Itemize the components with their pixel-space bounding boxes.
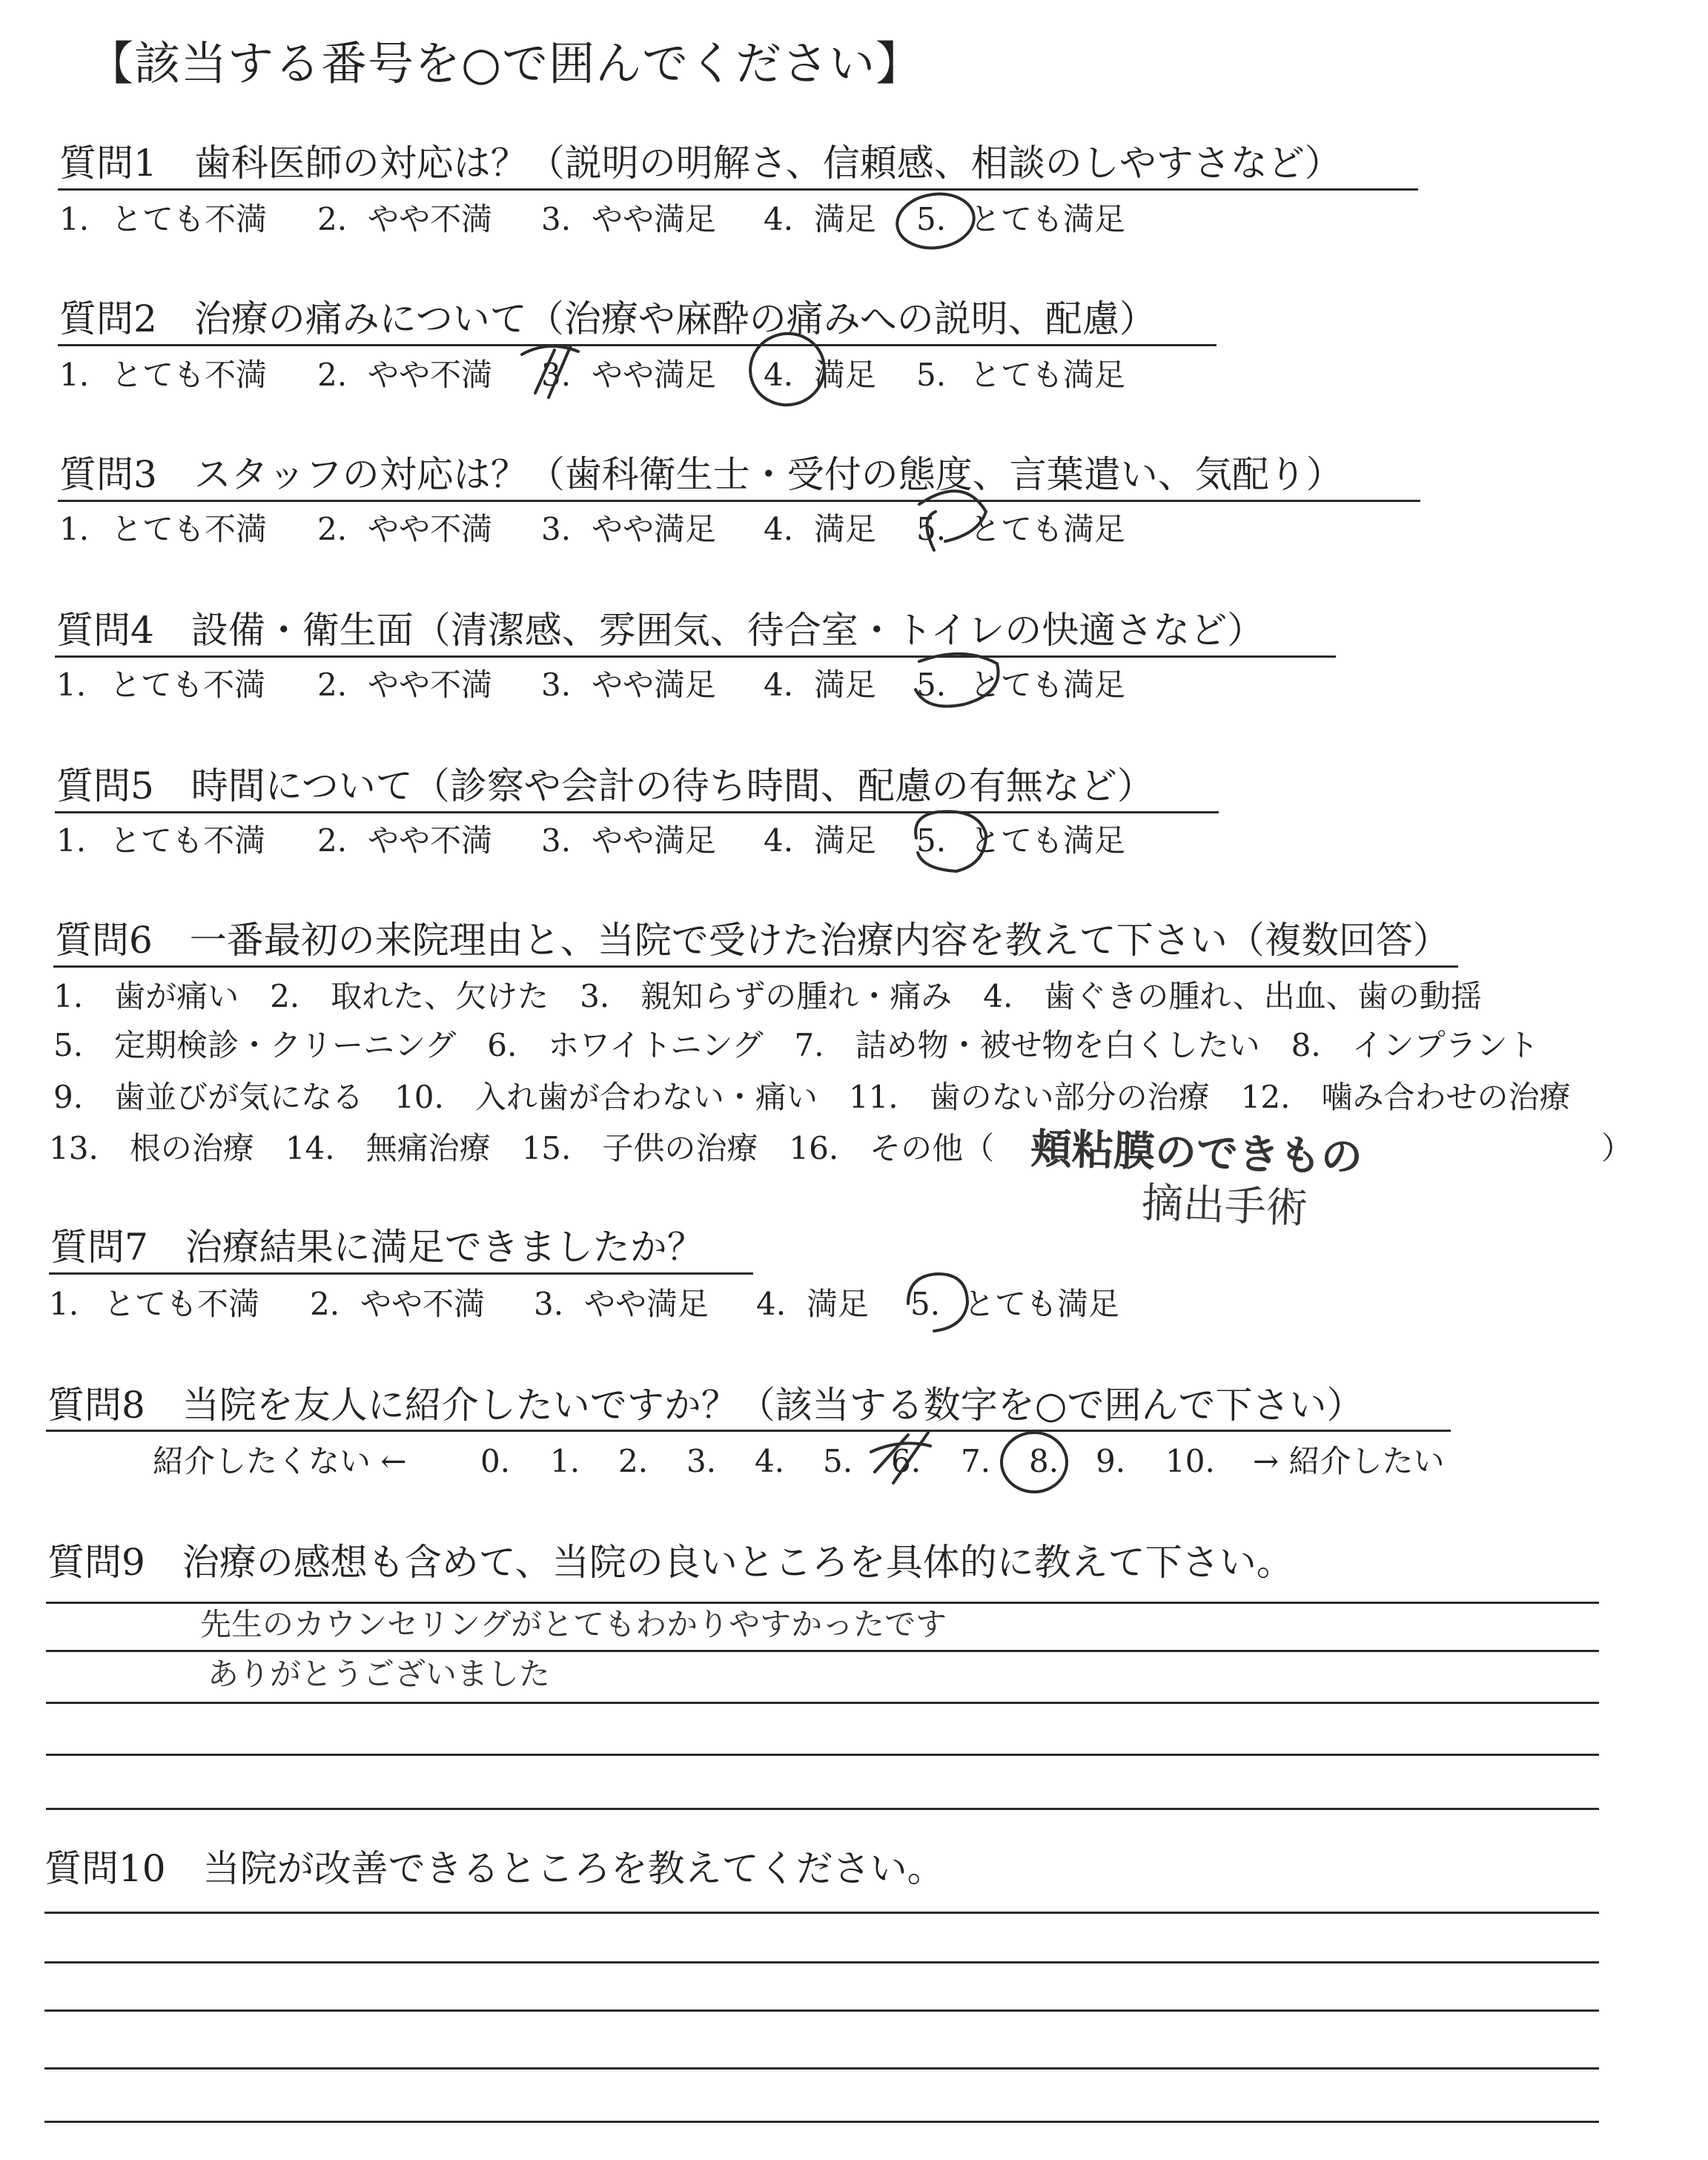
q4-option-3-label: やや満足 <box>592 667 717 703</box>
q8-scale-right-label: → 紹介したい <box>1253 1443 1445 1479</box>
q5-option-5-num[interactable]: 5. <box>916 822 947 859</box>
q8-option-8[interactable]: 8. <box>1029 1443 1059 1479</box>
q2-option-4-num[interactable]: 4. <box>764 357 794 393</box>
q8-option-6[interactable]: 6. <box>891 1443 921 1479</box>
q3-option-1-num[interactable]: 1. <box>59 511 90 547</box>
q7-option-5-label: とても満足 <box>964 1286 1120 1322</box>
question-3-title: 質問3 スタッフの対応は？（歯科衛生士・受付の態度、言葉遣い、気配り） <box>59 453 1343 496</box>
q3-option-2-num[interactable]: 2. <box>317 511 348 547</box>
q8-option-4[interactable]: 4. <box>755 1443 785 1479</box>
q1-option-2-num[interactable]: 2. <box>317 201 348 237</box>
q4-circle-mark <box>916 654 999 707</box>
q3-circle-mark-tail <box>927 512 936 550</box>
q3-option-3-label: やや満足 <box>592 511 717 547</box>
q3-option-5-label: とても満足 <box>970 511 1126 547</box>
q2-option-5-num[interactable]: 5. <box>916 357 947 393</box>
question-8-title: 質問8 当院を友人に紹介したいですか？（該当する数字を○で囲んで下さい） <box>47 1384 1364 1427</box>
q4-option-1-num[interactable]: 1. <box>56 667 87 703</box>
q8-circle-mark <box>1002 1433 1067 1492</box>
q3-option-2-label: やや不満 <box>368 511 493 547</box>
q4-option-2-label: やや不満 <box>368 667 493 703</box>
q8-option-10[interactable]: 10. <box>1165 1443 1215 1479</box>
q8-option-3[interactable]: 3. <box>686 1443 717 1479</box>
q5-option-4-num[interactable]: 4. <box>764 822 794 859</box>
q1-circle-mark <box>893 189 977 253</box>
question-10-title: 質問10 当院が改善できるところを教えてください。 <box>44 1847 944 1890</box>
q5-option-3-num[interactable]: 3. <box>541 822 572 859</box>
q2-option-4-label: 満足 <box>814 357 877 393</box>
q6-options-row-1[interactable]: 1. 歯が痛い 2. 取れた、欠けた 3. 親知らずの腫れ・痛み 4. 歯ぐきの腫れ、出血、歯の動揺 <box>53 978 1482 1014</box>
q8-option-2[interactable]: 2. <box>618 1443 649 1479</box>
q2-option-2-label: やや不満 <box>368 357 493 393</box>
q1-option-3-num[interactable]: 3. <box>541 201 572 237</box>
q7-option-4-label: 満足 <box>807 1286 870 1322</box>
q2-option-1-num[interactable]: 1. <box>59 357 90 393</box>
q2-option-1-label: とても不満 <box>111 357 268 393</box>
q4-option-1-label: とても不満 <box>110 667 266 703</box>
q3-option-1-label: とても不満 <box>111 511 268 547</box>
q2-option-5-label: とても満足 <box>970 357 1126 393</box>
q1-option-2-label: やや不満 <box>368 201 493 237</box>
q7-option-2-label: やや不満 <box>360 1286 486 1322</box>
q6-other-handwritten-line-2[interactable]: 摘出手術 <box>1140 1179 1309 1233</box>
q3-option-4-num[interactable]: 4. <box>764 511 794 547</box>
q6-options-row-3[interactable]: 9. 歯並びが気になる 10. 入れ歯が合わない・痛い 11. 歯のない部分の治療 12. 噛み合わせの治療 <box>53 1079 1571 1115</box>
q5-option-5-label: とても満足 <box>970 822 1126 859</box>
q2-circle-mark <box>742 326 832 414</box>
q6-other-handwritten-line-1[interactable]: 頬粘膜のできもの <box>1030 1125 1363 1182</box>
question-9-title: 質問9 治療の感想も含めて、当院の良いところを具体的に教えて下さい。 <box>47 1541 1294 1584</box>
q4-option-3-num[interactable]: 3. <box>541 667 572 703</box>
q8-option-5[interactable]: 5. <box>823 1443 853 1479</box>
q8-option-7[interactable]: 7. <box>961 1443 991 1479</box>
q2-strike-mark <box>522 346 578 397</box>
q7-circle-mark <box>908 1274 967 1331</box>
q7-option-2-num[interactable]: 2. <box>310 1286 340 1322</box>
q1-option-3-label: やや満足 <box>592 201 717 237</box>
q8-option-0[interactable]: 0. <box>480 1443 511 1479</box>
q8-option-1[interactable]: 1. <box>550 1443 580 1479</box>
q7-option-4-num[interactable]: 4. <box>756 1286 787 1322</box>
q1-option-1-label: とても不満 <box>111 201 268 237</box>
q6-other-close-paren: ） <box>1601 1130 1633 1166</box>
question-7-title: 質問7 治療結果に満足できましたか？ <box>50 1226 704 1269</box>
q7-option-5-num[interactable]: 5. <box>910 1286 941 1322</box>
q4-option-5-num[interactable]: 5. <box>916 667 947 703</box>
question-5-title: 質問5 時間について（診察や会計の待ち時間、配慮の有無など） <box>56 764 1154 807</box>
q5-circle-mark <box>916 811 986 871</box>
q2-option-3-num[interactable]: 3. <box>541 357 572 393</box>
q4-option-4-label: 満足 <box>814 667 877 703</box>
question-4-title: 質問4 設備・衛生面（清潔感、雰囲気、待合室・トイレの快適さなど） <box>56 609 1265 652</box>
q6-options-row-4[interactable]: 13. 根の治療 14. 無痛治療 15. 子供の治療 16. その他（ <box>49 1130 995 1166</box>
q3-option-3-num[interactable]: 3. <box>541 511 572 547</box>
q5-option-1-num[interactable]: 1. <box>56 822 87 859</box>
q4-option-5-label: とても満足 <box>970 667 1126 703</box>
q5-option-2-label: やや不満 <box>368 822 493 859</box>
q5-option-3-label: やや満足 <box>592 822 717 859</box>
q7-option-3-label: やや満足 <box>584 1286 709 1322</box>
q8-strike-mark <box>871 1433 930 1483</box>
q2-option-3-label: やや満足 <box>592 357 717 393</box>
question-6-title: 質問6 一番最初の来院理由と、当院で受けた治療内容を教えて下さい（複数回答） <box>55 919 1450 962</box>
q4-option-4-num[interactable]: 4. <box>764 667 794 703</box>
q2-option-2-num[interactable]: 2. <box>317 357 348 393</box>
page-header: 【該当する番号を○で囲んでください】 <box>87 36 923 90</box>
q7-option-1-label: とても不満 <box>104 1286 260 1322</box>
q1-option-5-label: とても満足 <box>970 201 1126 237</box>
q3-option-5-num[interactable]: 5. <box>916 511 947 547</box>
q1-option-4-label: 満足 <box>814 201 877 237</box>
q1-option-1-num[interactable]: 1. <box>59 201 90 237</box>
q7-option-3-num[interactable]: 3. <box>534 1286 564 1322</box>
q9-handwritten-answer-1[interactable]: 先生のカウンセリングがとてもわかりやすかったです <box>200 1606 947 1642</box>
question-1-title: 質問1 歯科医師の対応は？（説明の明解さ、信頼感、相談のしやすさなど） <box>59 142 1342 185</box>
q4-option-2-num[interactable]: 2. <box>317 667 348 703</box>
q9-handwritten-answer-2[interactable]: ありがとうございました <box>208 1656 551 1692</box>
q1-option-4-num[interactable]: 4. <box>764 201 794 237</box>
q8-scale-left-label: 紹介したくない ← <box>153 1443 407 1479</box>
q3-option-4-label: 満足 <box>814 511 877 547</box>
q8-option-9[interactable]: 9. <box>1096 1443 1126 1479</box>
q7-option-1-num[interactable]: 1. <box>49 1286 79 1322</box>
q5-option-1-label: とても不満 <box>110 822 266 859</box>
question-2-title: 質問2 治療の痛みについて（治療や麻酔の痛みへの説明、配慮） <box>59 297 1156 340</box>
q5-option-4-label: 満足 <box>814 822 877 859</box>
q6-options-row-2[interactable]: 5. 定期検診・クリーニング 6. ホワイトニング 7. 詰め物・被せ物を白くしたい 8. インプラント <box>53 1027 1539 1063</box>
q1-option-5-num[interactable]: 5. <box>916 201 947 237</box>
q5-option-2-num[interactable]: 2. <box>317 822 348 859</box>
